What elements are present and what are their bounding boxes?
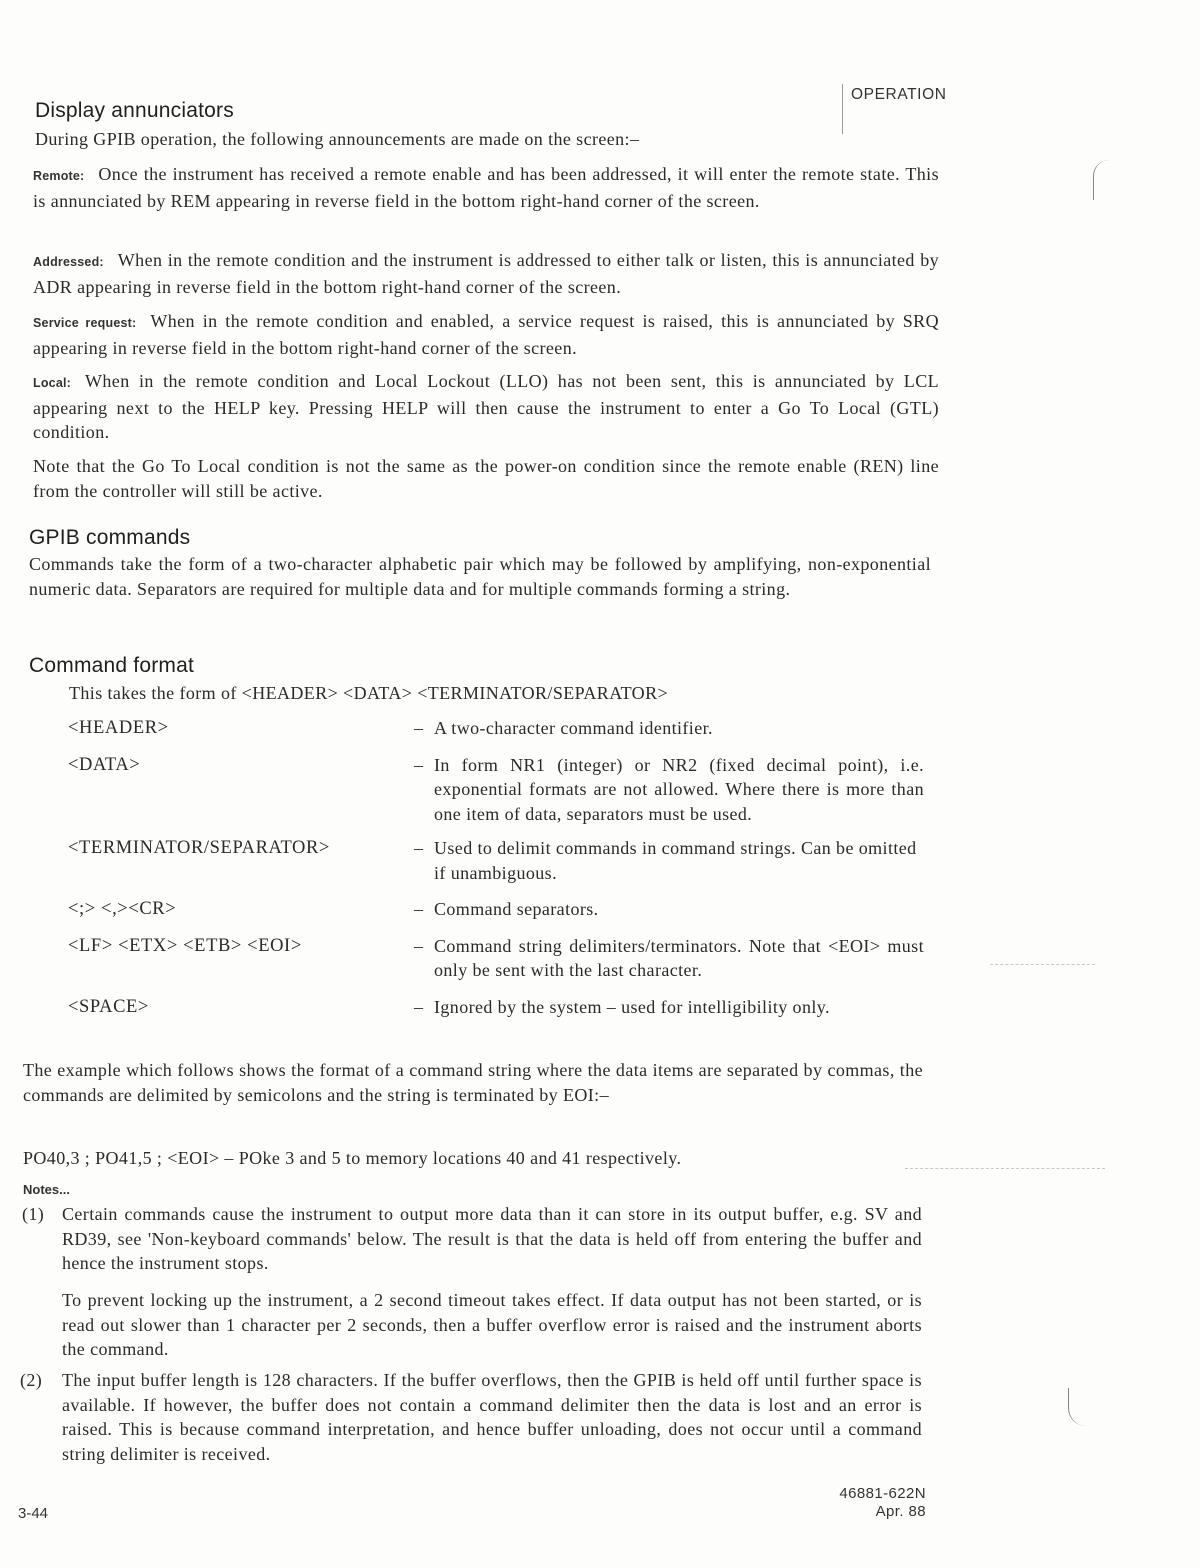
heading-command-format: Command format	[29, 654, 195, 677]
note-1-paragraph-1: Certain commands cause the instrument to output more data than it can store in its output buffer, e.g. SV and RD39, see 'Non-keyboard commands' below. The result is that the data is held off from entering the buffer and hence the instrument stops.	[62, 1204, 922, 1273]
format-desc: In form NR1 (integer) or NR2 (fixed decimal point), i.e. exponential formats are not allowed. Where there is more than one item of data, separators must be used.	[434, 754, 924, 824]
format-dash: –	[414, 718, 424, 738]
annunciator-label: Service request:	[33, 316, 137, 330]
format-dash: –	[414, 838, 424, 858]
section-header: OPERATION	[851, 86, 947, 103]
note-number: (1)	[22, 1204, 45, 1224]
format-desc: Command string delimiters/terminators. Note that <EOI> must only be sent with the last character.	[434, 935, 924, 980]
format-dash: –	[414, 754, 424, 775]
format-row	[68, 753, 938, 827]
annunciator-remote	[33, 162, 939, 213]
format-row	[68, 716, 938, 741]
format-term: <;> <,><CR>	[68, 899, 177, 919]
note-1-paragraph-2: To prevent locking up the instrument, a 2 second timeout takes effect. If data output has not been started, or is read out slower than 1 character per 2 seconds, then a buffer overflow error is raised and the instrument aborts the command.	[62, 1290, 922, 1359]
page-number: 3-44	[18, 1505, 49, 1522]
note-2-paragraph-1: The input buffer length is 128 characters. If the buffer overflows, then the GPIB is held off until further space is available. If however, the buffer does not contain a command delimiter then the data is lost and an error is raised. This is because command interpretation, and hence buffer unloading, does not occur until a command string delimiter is received.	[62, 1370, 922, 1464]
format-desc: A two-character command identifier.	[434, 718, 713, 738]
annunciator-addressed	[33, 248, 939, 299]
notes-heading: Notes...	[23, 1182, 70, 1197]
format-dash: –	[414, 935, 424, 956]
heading-display-annunciators: Display annunciators	[35, 99, 234, 122]
command-format-table	[68, 716, 938, 1019]
document-date: Apr. 88	[875, 1503, 926, 1520]
gpib-commands-text: Commands take the form of a two-character alphabetic pair which may be followed by amplifying, non-exponential numeric data. Separators are required for multiple data and for multiple commands forming a string.	[29, 554, 931, 599]
annunciator-text: When in the remote condition and enabled, a service request is raised, this is annunciated by SRQ appearing in reverse field in the bottom right-hand corner of the screen.	[33, 311, 939, 358]
annunciator-local	[33, 369, 939, 445]
format-term: <SPACE>	[68, 996, 149, 1017]
annunciator-text: When in the remote condition and Local Lockout (LLO) has not been sent, this is annunciated by LCL appearing next to the HELP key. Pressing HELP will then cause the instrument to enter a Go To Local (GTL) condition.	[33, 371, 939, 442]
example-intro: The example which follows shows the format of a command string where the data items are separated by commas, the commands are delimited by semicolons and the string is terminated by EOI:–	[23, 1060, 923, 1105]
annunciators-intro: During GPIB operation, the following announcements are made on the screen:–	[35, 129, 640, 149]
scan-line	[905, 1168, 1105, 1169]
annunciator-label: Addressed:	[33, 255, 104, 269]
format-row	[68, 995, 938, 1020]
annunciator-service-request	[33, 309, 939, 360]
format-term: <DATA>	[68, 754, 141, 775]
format-term: <HEADER>	[68, 718, 169, 738]
format-term: <LF> <ETX> <ETB> <EOI>	[68, 935, 302, 956]
format-row	[68, 934, 938, 983]
annunciator-label: Remote:	[33, 169, 85, 183]
format-desc: Command separators.	[434, 899, 599, 919]
go-to-local-note: Note that the Go To Local condition is not the same as the power-on condition since the remote enable (REN) line from the controller will still be active.	[33, 456, 939, 501]
annunciator-text: Once the instrument has received a remote enable and has been addressed, it will enter the remote state. This is annunciated by REM appearing in reverse field in the bottom right-hand corner of the screen.	[33, 164, 939, 211]
format-row	[68, 836, 938, 885]
format-desc: Ignored by the system – used for intelligibility only.	[434, 996, 830, 1017]
format-term: <TERMINATOR/SEPARATOR>	[68, 838, 330, 858]
format-desc: Used to delimit commands in command strings. Can be omitted if unambiguous.	[434, 838, 917, 883]
note-number: (2)	[20, 1370, 43, 1390]
annunciator-text: When in the remote condition and the instrument is addressed to either talk or listen, this is annunciated by ADR appearing in reverse field in the bottom right-hand corner of the screen.	[33, 250, 939, 297]
scan-line	[990, 964, 1095, 965]
document-number: 46881-622N	[839, 1485, 926, 1502]
header-rule	[842, 84, 845, 134]
format-dash: –	[414, 899, 424, 919]
annunciator-label: Local:	[33, 376, 72, 390]
format-dash: –	[414, 996, 424, 1017]
scan-mark-bottom	[1068, 1388, 1091, 1426]
command-format-intro: This takes the form of <HEADER> <DATA> <TERMINATOR/SEPARATOR>	[69, 683, 669, 703]
scan-mark-top	[1093, 160, 1112, 200]
heading-gpib-commands: GPIB commands	[29, 526, 191, 549]
command-example: PO40,3 ; PO41,5 ; <EOI> – POke 3 and 5 to memory locations 40 and 41 respectively.	[23, 1148, 682, 1168]
format-row	[68, 897, 938, 922]
